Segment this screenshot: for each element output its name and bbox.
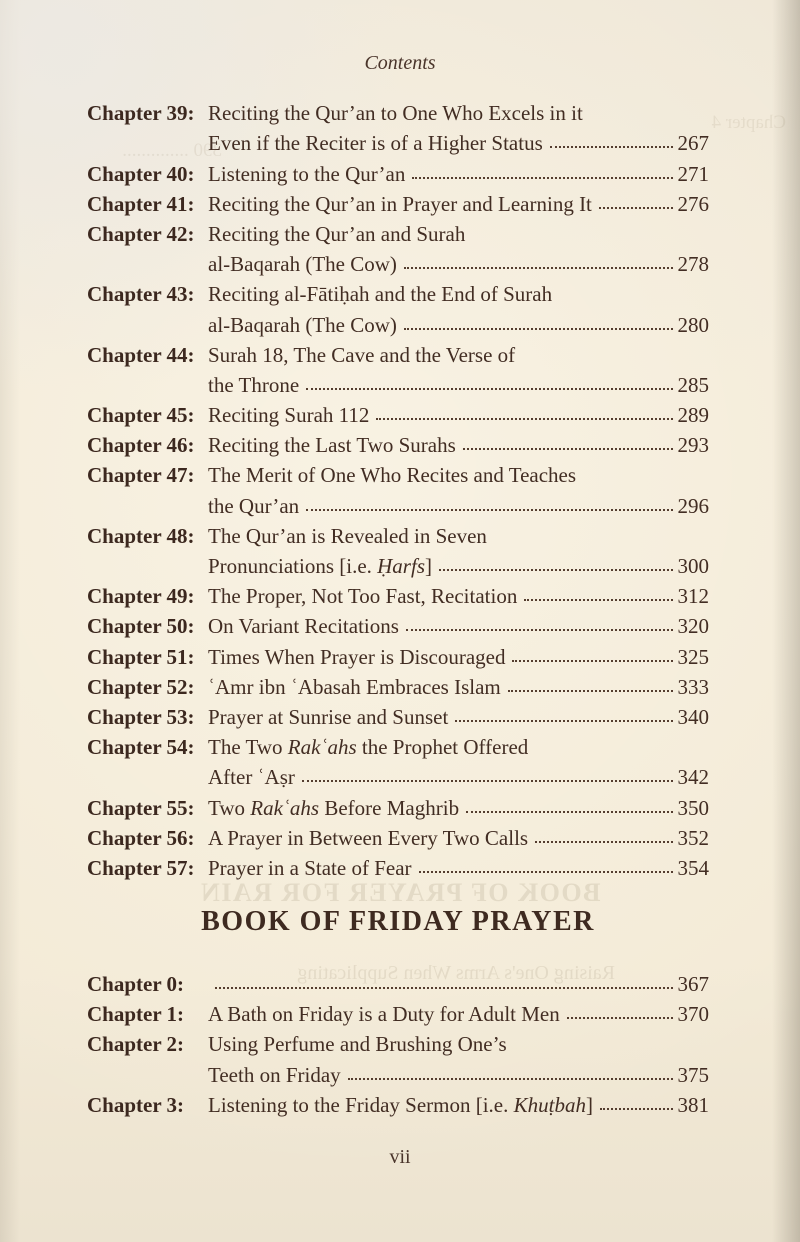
dot-leader	[348, 1078, 673, 1080]
chapter-title	[208, 131, 543, 156]
chapter-label: Chapter 39:	[87, 101, 195, 126]
chapter-title-text: al-Baqarah (The Cow)	[208, 312, 397, 337]
toc-row	[87, 488, 709, 518]
toc-row	[87, 579, 709, 609]
chapter-title	[208, 1032, 507, 1057]
chapter-label: Chapter 52:	[87, 674, 195, 699]
chapter-title-text: After ʿAṣr	[208, 765, 295, 790]
chapter-title	[208, 373, 299, 398]
chapter-label: Chapter 57:	[87, 855, 195, 880]
chapter-title-text: Listening to the Friday Sermon [i.e.	[208, 1092, 514, 1117]
chapter-title	[208, 403, 369, 428]
toc-row	[87, 428, 709, 458]
chapter-title-tail: Before Maghrib	[319, 795, 460, 820]
chapter-title	[208, 313, 397, 338]
page-number: 333	[677, 674, 709, 699]
chapter-title	[208, 584, 517, 609]
page-number: 354	[677, 855, 709, 880]
chapter-label: Chapter 44:	[87, 342, 195, 367]
chapter-title-text: A Bath on Friday is a Duty for Adult Men	[208, 1002, 560, 1027]
chapter-title	[208, 463, 576, 488]
toc-row	[87, 549, 709, 579]
dot-leader	[404, 328, 673, 330]
chapter-title-italic: Ḥarfs	[377, 554, 425, 578]
chapter-title-text: Surah 18, The Cave and the Verse of	[208, 342, 516, 367]
toc-row	[87, 338, 709, 368]
chapter-title	[208, 675, 501, 700]
toc-row	[87, 997, 709, 1027]
chapter-title-text: Times When Prayer is Discouraged	[208, 644, 506, 669]
chapter-label: Chapter 53:	[87, 704, 195, 729]
page-number: 280	[677, 312, 709, 337]
dot-leader	[406, 629, 673, 631]
chapter-label: Chapter 54:	[87, 735, 195, 760]
chapter-title	[208, 494, 299, 519]
page-number: 278	[677, 252, 709, 277]
chapter-title-text: Reciting al-Fātiḥah and the End of Surah	[208, 282, 553, 307]
section-heading: BOOK OF FRIDAY PRAYER	[201, 905, 595, 937]
chapter-title-text: On Variant Recitations	[208, 614, 399, 639]
chapter-label: Chapter 42:	[87, 221, 195, 246]
chapter-title-text: Teeth on Friday	[208, 1062, 341, 1087]
dot-leader	[466, 811, 672, 813]
chapter-title	[208, 524, 487, 549]
toc-row	[87, 967, 709, 997]
dot-leader	[404, 267, 673, 269]
chapter-title	[208, 765, 295, 790]
chapter-title	[208, 735, 528, 760]
chapter-title	[208, 162, 405, 187]
chapter-label: Chapter 50:	[87, 614, 195, 639]
dot-leader	[567, 1017, 673, 1019]
chapter-title	[208, 614, 399, 639]
page-number: 293	[677, 433, 709, 458]
toc-row	[87, 217, 709, 247]
chapter-title-text: The Two	[208, 735, 288, 760]
dot-leader	[455, 720, 672, 722]
chapter-label: Chapter 45:	[87, 403, 195, 428]
chapter-title	[208, 433, 456, 458]
page-number: 342	[677, 765, 709, 790]
page-number: 350	[677, 795, 709, 820]
chapter-title	[208, 192, 592, 217]
chapter-title-text: the Throne	[208, 372, 300, 397]
chapter-title-text: A Prayer in Between Every Two Calls	[208, 825, 529, 850]
chapter-title	[208, 343, 515, 368]
page-number: 375	[677, 1062, 709, 1087]
page-number: 381	[677, 1092, 709, 1117]
chapter-title-text: Reciting the Qur’an and Surah	[208, 221, 466, 246]
toc-row	[87, 821, 709, 851]
showthrough-ghost-fragment-left: 390 ..............	[122, 140, 222, 161]
chapter-title-tail: ]	[585, 1092, 593, 1117]
page-number: 352	[677, 825, 709, 850]
chapter-label: Chapter 55:	[87, 795, 195, 820]
page-number: 320	[677, 614, 709, 639]
table-of-contents	[87, 96, 709, 1118]
chapter-title-text: ʿAmr ibn ʿAbasah Embraces Islam	[208, 674, 501, 699]
chapter-title-tail: ]	[425, 554, 432, 578]
chapter-title-text: The Proper, Not Too Fast, Recitation	[208, 584, 518, 609]
toc-row	[87, 639, 709, 669]
page-number: 276	[677, 191, 709, 216]
toc-row	[87, 126, 709, 156]
chapter-label: Chapter 56:	[87, 825, 195, 850]
chapter-title-text: Listening to the Qur’an	[208, 161, 406, 186]
page-header-contents: Contents	[364, 52, 436, 74]
dot-leader	[412, 177, 672, 179]
chapter-title	[208, 222, 465, 247]
toc-row	[87, 307, 709, 337]
page-number: 370	[677, 1002, 709, 1027]
chapter-title-text: The Merit of One Who Recites and Teaches	[208, 463, 577, 488]
chapter-label: Chapter 2:	[87, 1032, 185, 1057]
dot-leader	[512, 660, 672, 662]
toc-row	[87, 368, 709, 398]
dot-leader	[508, 690, 673, 692]
chapter-label: Chapter 46:	[87, 433, 195, 458]
chapter-title	[208, 1063, 341, 1088]
toc-row	[87, 1088, 709, 1118]
toc-row	[87, 700, 709, 730]
chapter-title-text: Reciting the Qur’an in Prayer and Learning It	[208, 191, 592, 216]
toc-row	[87, 1027, 709, 1057]
chapter-label: Chapter 1:	[87, 1002, 185, 1027]
showthrough-ghost-heading: BOOK OF PRAYER FOR RAIN	[199, 878, 601, 907]
toc-row	[87, 609, 709, 639]
page-number: 367	[677, 972, 709, 997]
chapter-title	[208, 796, 459, 821]
page-number-footer: vii	[389, 1146, 411, 1168]
toc-row	[87, 730, 709, 760]
chapter-title	[208, 826, 528, 851]
dot-leader	[306, 509, 672, 511]
chapter-title-italic: Rakʿahs	[287, 735, 357, 760]
chapter-label: Chapter 48:	[87, 523, 195, 548]
toc-row	[87, 790, 709, 820]
toc-row	[87, 519, 709, 549]
chapter-label: Chapter 47:	[87, 463, 195, 488]
chapter-title-italic: Rakʿahs	[250, 795, 320, 820]
chapter-title-text: the Qur’an	[208, 493, 300, 518]
toc-row	[87, 277, 709, 307]
chapter-label: Chapter 41:	[87, 191, 195, 216]
dot-leader	[524, 599, 672, 601]
chapter-label: Chapter 43:	[87, 282, 195, 307]
toc-row	[87, 760, 709, 790]
chapter-title-text: The Qur’an is Revealed in Seven	[208, 523, 487, 548]
toc-row	[87, 670, 709, 700]
chapter-title-text: Even if the Reciter is of a Higher Status	[208, 131, 543, 156]
toc-row	[87, 851, 709, 881]
toc-row	[87, 96, 709, 126]
page-number: 271	[677, 161, 709, 186]
chapter-title	[208, 705, 448, 730]
chapter-title-tail: the Prophet Offered	[356, 735, 529, 760]
chapter-label: Chapter 0:	[87, 972, 185, 997]
chapter-title-text: Reciting the Last Two Surahs	[208, 433, 456, 458]
dot-leader	[419, 871, 673, 873]
chapter-label: Chapter 3:	[87, 1092, 185, 1117]
toc-row	[87, 1057, 709, 1087]
toc-row	[87, 156, 709, 186]
chapter-title	[208, 1093, 593, 1118]
chapter-title-text: Reciting the Qur’an to One Who Excels in it	[208, 101, 583, 126]
dot-leader	[600, 1108, 673, 1110]
toc-row	[87, 458, 709, 488]
page-number: 340	[677, 704, 709, 729]
chapter-title-text: Prayer at Sunrise and Sunset	[208, 704, 449, 729]
chapter-title	[208, 252, 397, 277]
toc-part2	[87, 967, 709, 1118]
page-number: 312	[677, 584, 709, 609]
showthrough-ghost-line: Raising One's Arms When Supplicating	[297, 962, 615, 984]
chapter-title-text: Prayer in a State of Fear	[208, 855, 412, 880]
dot-leader	[599, 207, 673, 209]
chapter-title-text: Two	[208, 795, 251, 820]
toc-row	[87, 187, 709, 217]
chapter-title-italic: Khuṭbah	[513, 1092, 586, 1117]
dot-leader	[376, 418, 672, 420]
dot-leader	[302, 780, 673, 782]
page-number: 289	[677, 403, 709, 428]
chapter-title	[208, 554, 432, 579]
toc-row	[87, 398, 709, 428]
page-number: 267	[677, 131, 709, 156]
dot-leader	[439, 569, 673, 571]
toc-part1	[87, 96, 709, 881]
dot-leader	[463, 448, 673, 450]
chapter-title-text: al-Baqarah (The Cow)	[208, 252, 397, 277]
toc-row	[87, 247, 709, 277]
dot-leader	[215, 987, 673, 989]
page-number: 296	[677, 493, 709, 518]
chapter-title	[208, 282, 552, 307]
chapter-title	[208, 101, 583, 126]
chapter-title	[208, 1002, 560, 1027]
chapter-title-text: Reciting Surah 112	[208, 403, 370, 428]
chapter-title	[208, 645, 505, 670]
dot-leader	[306, 388, 672, 390]
chapter-title	[208, 856, 412, 881]
chapter-title-text: Using Perfume and Brushing One’s	[208, 1032, 507, 1057]
page-number: 285	[677, 372, 709, 397]
dot-leader	[535, 841, 672, 843]
page-number: 300	[677, 554, 709, 578]
chapter-label: Chapter 40:	[87, 161, 195, 186]
showthrough-ghost-fragment-right: Chapter 4	[711, 112, 786, 133]
dot-leader	[550, 146, 673, 148]
chapter-title-text: Pronunciations [i.e.	[208, 554, 378, 578]
chapter-label: Chapter 49:	[87, 584, 195, 609]
page-number: 325	[677, 644, 709, 669]
chapter-label: Chapter 51:	[87, 644, 195, 669]
